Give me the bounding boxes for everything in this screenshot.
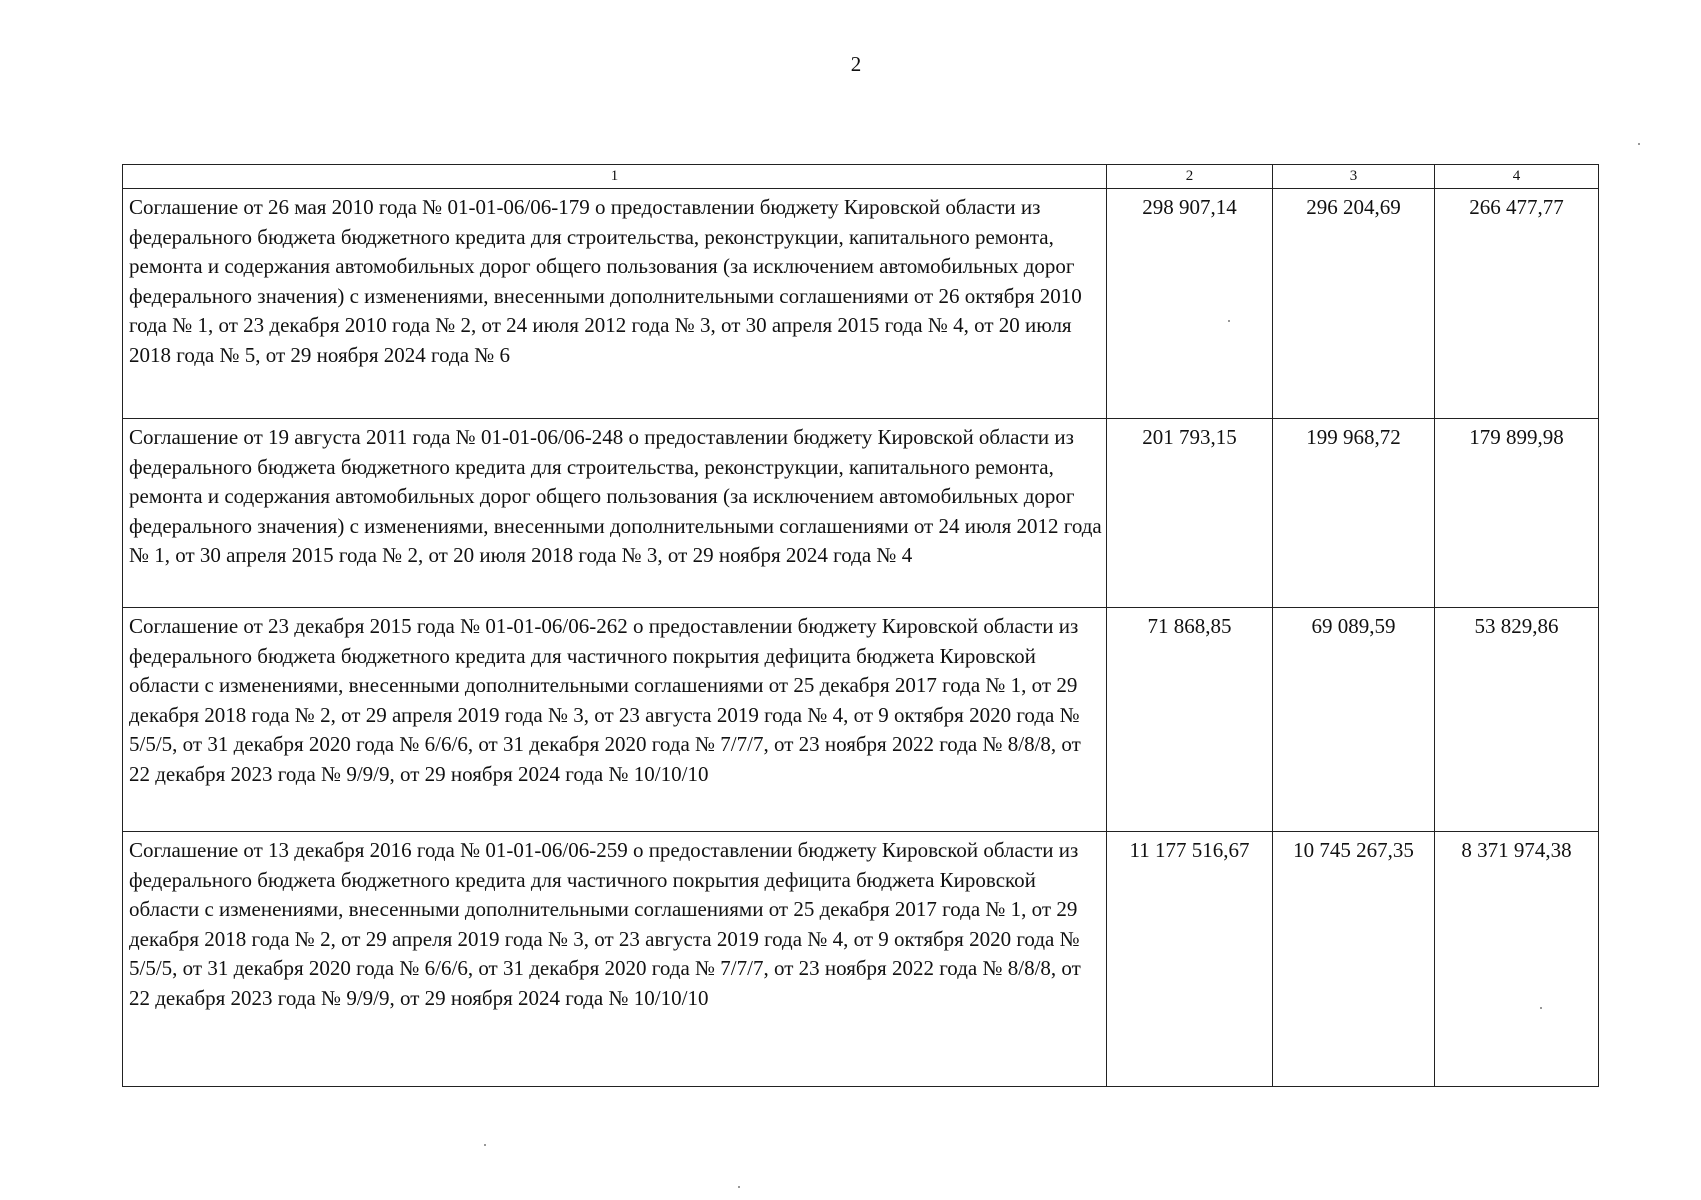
column-header: 1 [123,165,1107,189]
amount-col2: 11 177 516,67 [1107,832,1273,1087]
scan-speck [484,1144,486,1146]
column-header: 3 [1273,165,1435,189]
amount-col3: 10 745 267,35 [1273,832,1435,1087]
scan-speck [738,1186,740,1188]
page-number: 2 [850,52,862,76]
amount-col3: 296 204,69 [1273,189,1435,419]
column-header: 2 [1107,165,1273,189]
agreement-description: Соглашение от 26 мая 2010 года № 01-01-06/06-179 о предоставлении бюджету Кировской области из федерального бюджета бюджетного кредита для строительства, реконструкции, капитального ремонта, ремонта и содержания автомобильных дорог общего пользования (за исключением автомобильных дорог федерального значения) с изменениями, внесенными дополнительными соглашениями от 26 октября 2010 года № 1, от 23 декабря 2010 года № 2, от 24 июля 2012 года № 3, от 30 апреля 2015 года № 4, от 20 июля 2018 года № 5, от 29 ноября 2024 года № 6 [123,189,1107,419]
amount-col4: 53 829,86 [1435,608,1599,832]
table-row [123,419,1599,608]
amount-col4: 179 899,98 [1435,419,1599,608]
table-row [123,189,1599,419]
table-header-row [123,165,1599,189]
table-row [123,608,1599,832]
table-row [123,832,1599,1087]
amount-col2: 71 868,85 [1107,608,1273,832]
amount-col3: 69 089,59 [1273,608,1435,832]
scan-speck [1540,1007,1542,1009]
scan-speck [1638,143,1640,145]
amount-col3: 199 968,72 [1273,419,1435,608]
scan-speck [1228,320,1230,322]
amount-col2: 298 907,14 [1107,189,1273,419]
column-header: 4 [1435,165,1599,189]
agreement-description: Соглашение от 13 декабря 2016 года № 01-01-06/06-259 о предоставлении бюджету Кировской области из федерального бюджета бюджетного кредита для частичного покрытия дефицита бюджета Кировской области с изменениями, внесенными дополнительными соглашениями от 25 декабря 2017 года № 1, от 29 декабря 2018 года № 2, от 29 апреля 2019 года № 3, от 23 августа 2019 года № 4, от 9 октября 2020 года № 5/5/5, от 31 декабря 2020 года № 6/6/6, от 31 декабря 2020 года № 7/7/7, от 23 ноября 2022 года № 8/8/8, от 22 декабря 2023 года № 9/9/9, от 29 ноября 2024 года № 10/10/10 [123,832,1107,1087]
amount-col4: 8 371 974,38 [1435,832,1599,1087]
agreements-table [122,164,1599,1087]
amount-col2: 201 793,15 [1107,419,1273,608]
agreement-description: Соглашение от 19 августа 2011 года № 01-01-06/06-248 о предоставлении бюджету Кировской области из федерального бюджета бюджетного кредита для строительства, реконструкции, капитального ремонта, ремонта и содержания автомобильных дорог общего пользования (за исключением автомобильных дорог федерального значения) с изменениями, внесенными дополнительными соглашениями от 24 июля 2012 года № 1, от 30 апреля 2015 года № 2, от 20 июля 2018 года № 3, от 29 ноября 2024 года № 4 [123,419,1107,608]
agreement-description: Соглашение от 23 декабря 2015 года № 01-01-06/06-262 о предоставлении бюджету Кировской области из федерального бюджета бюджетного кредита для частичного покрытия дефицита бюджета Кировской области с изменениями, внесенными дополнительными соглашениями от 25 декабря 2017 года № 1, от 29 декабря 2018 года № 2, от 29 апреля 2019 года № 3, от 23 августа 2019 года № 4, от 9 октября 2020 года № 5/5/5, от 31 декабря 2020 года № 6/6/6, от 31 декабря 2020 года № 7/7/7, от 23 ноября 2022 года № 8/8/8, от 22 декабря 2023 года № 9/9/9, от 29 ноября 2024 года № 10/10/10 [123,608,1107,832]
amount-col4: 266 477,77 [1435,189,1599,419]
